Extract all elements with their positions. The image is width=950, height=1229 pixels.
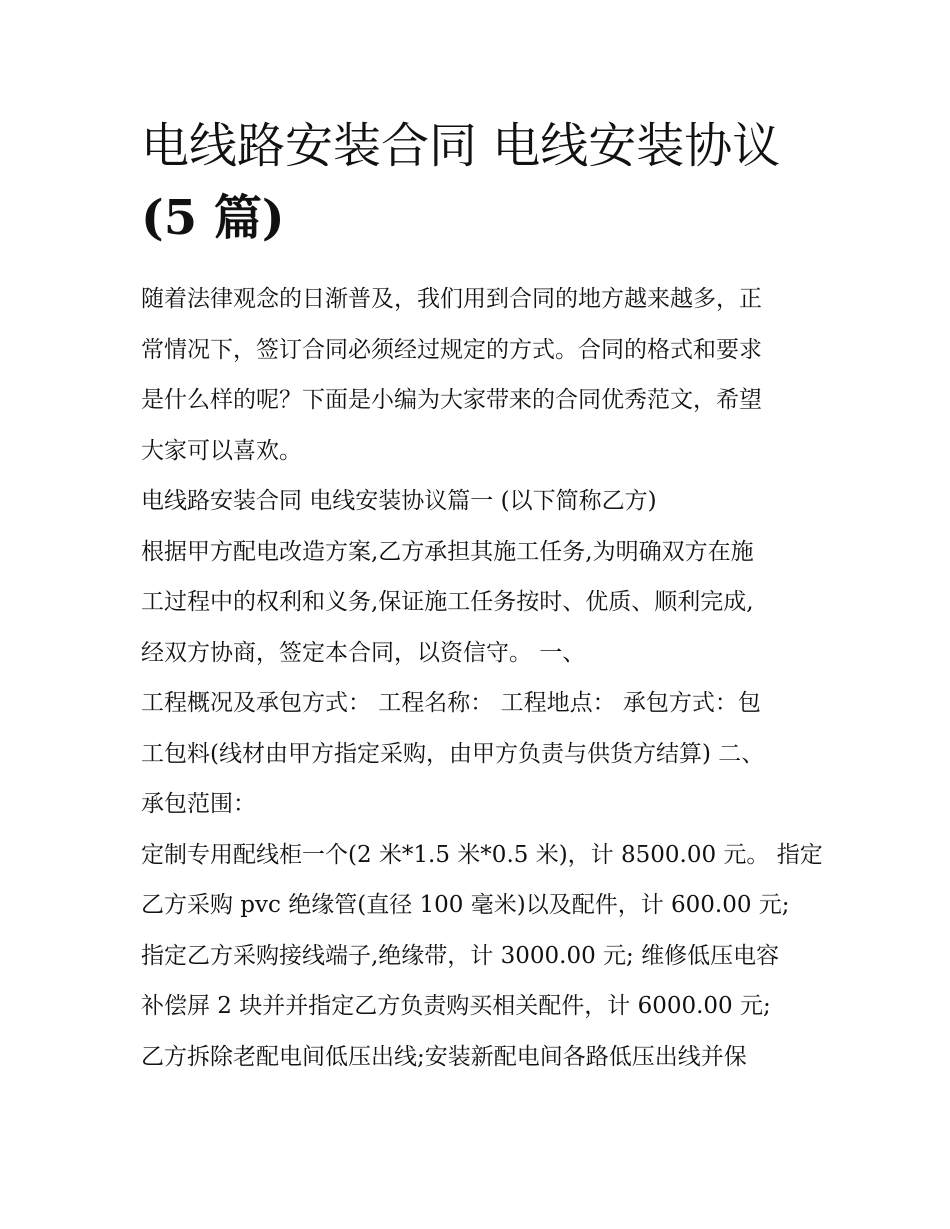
document-title (141, 110, 811, 254)
text-line: 随着法律观念的日渐普及，我们用到合同的地方越来越多，正 (141, 286, 762, 312)
text-line: 乙方采购 pvc 绝缘管(直径 100 毫米)以及配件，计 600.00 元; (141, 892, 790, 918)
text-line: 电线路安装合同 电线安装协议篇一 (以下简称乙方) (141, 488, 657, 514)
body-paragraph (141, 678, 811, 830)
document-page (141, 110, 823, 1082)
text-line: 指定乙方采购接线端子,绝缘带，计 3000.00 元; 维修低压电容 (141, 942, 780, 969)
text-line: 工过程中的权利和义务,保证施工任务按时、优质、顺利完成, (141, 589, 754, 615)
title-line-1: 电线路安装合同 电线安装协议 (141, 118, 781, 174)
text-line: 定制专用配线柜一个(2 米*1.5 米*0.5 米)，计 8500.00 元。 指定 (141, 841, 823, 868)
text-line: 经双方协商，签定本合同，以资信守。 一、 (141, 639, 586, 666)
text-line: 补偿屏 2 块并并指定乙方负责购买相关配件，计 6000.00 元; (141, 993, 771, 1019)
intro-paragraph (141, 274, 811, 476)
section-heading-paragraph (141, 476, 811, 527)
body-paragraph (141, 830, 823, 1083)
text-line: 常情况下，签订合同必须经过规定的方式。合同的格式和要求 (141, 336, 762, 363)
body-paragraph (141, 527, 811, 679)
text-line: 承包范围： (141, 791, 256, 817)
title-line-2: (5 篇) (141, 190, 285, 246)
text-line: 是什么样的呢？下面是小编为大家带来的合同优秀范文，希望 (141, 387, 762, 413)
text-line: 工程概况及承包方式： 工程名称： 工程地点： 承包方式：包 (141, 690, 761, 716)
text-line: 乙方拆除老配电间低压出线;安装新配电间各路低压出线并保 (141, 1043, 747, 1070)
text-line: 工包料(线材由甲方指定采购，由甲方负责与供货方结算) 二、 (141, 740, 765, 767)
text-line: 根据甲方配电改造方案,乙方承担其施工任务,为明确双方在施 (141, 538, 754, 565)
text-line: 大家可以喜欢。 (141, 437, 302, 464)
